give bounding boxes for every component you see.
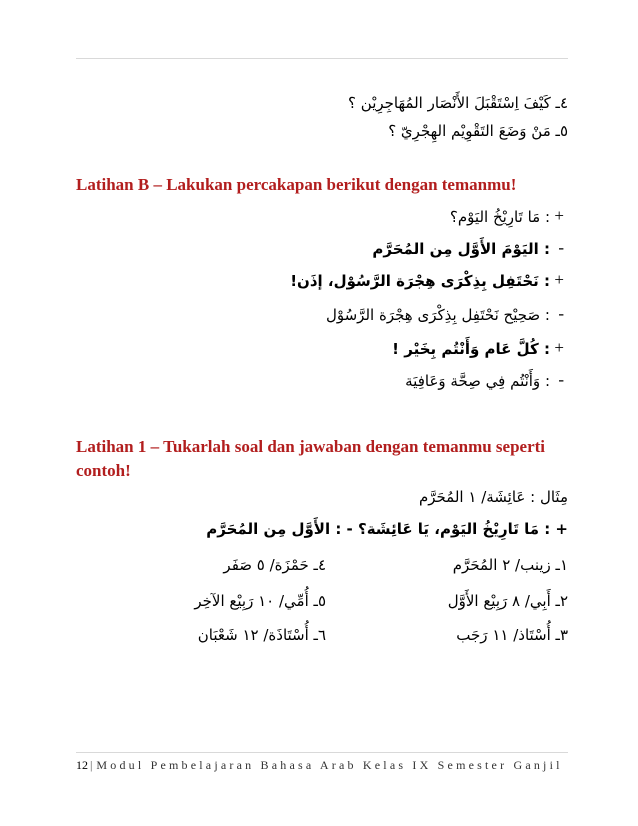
footer-title: Modul Pembelajaran Bahasa Arab Kelas IX Semester Ganjil (96, 758, 563, 772)
exercise-item: ٢ـ أَبِي/ ٨ رَبِيْع الأَوَّل (447, 592, 568, 610)
exercise-item: ٤ـ حَمْزَة/ ٥ صَفَر (223, 556, 326, 574)
exercise-item: ١ـ زينب/ ٢ المُحَرَّم (452, 556, 568, 574)
example-dialog: + : مَا تَارِيْخُ اليَوْم، يَا عَائِشَة؟ - : الأَوَّل مِن المُحَرَّم (206, 520, 568, 538)
exercise-item: ٥ـ أُمِّي/ ١٠ رَبِيْع الآخِر (194, 592, 326, 610)
page-number: 12 (76, 758, 88, 772)
top-rule (76, 58, 568, 59)
latihan-b-heading: Latihan B – Lakukan percakapan berikut dengan temanmu! (76, 175, 517, 194)
dialog-line: : اليَوْمَ الأَوَّل مِن المُحَرَّم (372, 240, 550, 258)
example-line: مِثَال : عَائِشَة/ ١ المُحَرَّم (418, 488, 568, 506)
question-5: ٥ـ مَنْ وَضَعَ التَقْوِيْم الهِجْرِيّ ؟ (388, 122, 568, 140)
page-footer (76, 758, 568, 773)
dialog-sign: - (558, 238, 564, 257)
latihan-1-heading: Latihan 1 – Tukarlah soal dan jawaban dengan temanmu seperti contoh! (76, 437, 546, 480)
footer-rule (76, 752, 568, 753)
exercise-item: ٦ـ أُسْتَاذَة/ ١٢ شَعْبَان (197, 626, 326, 644)
dialog-line: : كُلَّ عَام وَأَنْتُم بِخَيْر ! (392, 340, 550, 358)
dialog-line: : صَحِيْح نَحْتَفِل بِذِكْرَى هِجْرَة الرَّسُوْل (325, 306, 550, 324)
dialog-sign: + (554, 270, 564, 289)
question-4: ٤ـ كَيْفَ اِسْتَقْبَلَ الأَنْصَار المُهَاجِرِيْن ؟ (348, 94, 568, 112)
footer-separator: | (90, 758, 93, 772)
dialog-line: : مَا تَارِيْخُ اليَوْم؟ (449, 208, 550, 226)
dialog-line: : نَحْتَفِل بِذِكْرَى هِجْرَة الرَّسُوْل، إذَن! (290, 272, 550, 290)
dialog-line: : وَأَنْتُم فِي صِحَّة وَعَافِيَة (405, 372, 550, 390)
dialog-sign: + (554, 338, 564, 357)
exercise-item: ٣ـ أُسْتَاذ/ ١١ رَجَب (456, 626, 568, 644)
dialog-sign: + (554, 206, 564, 225)
dialog-sign: - (558, 370, 564, 389)
dialog-sign: - (558, 304, 564, 323)
